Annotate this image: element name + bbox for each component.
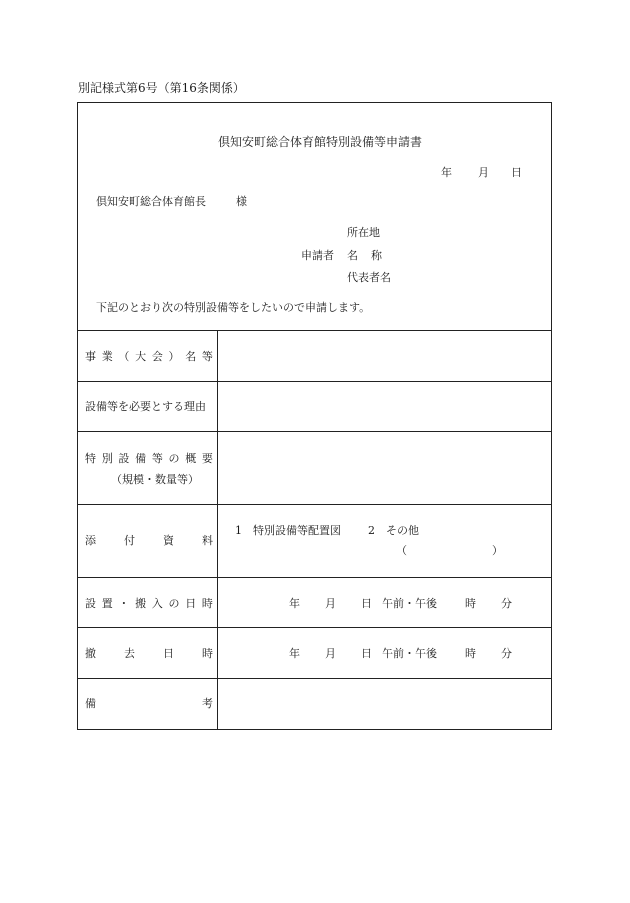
removal-datetime-label: 撤 去 日 時 xyxy=(85,647,213,660)
row-divider xyxy=(77,431,552,432)
date-day: 日 xyxy=(511,166,522,179)
form-number-label: 別記様式第6号（第16条関係） xyxy=(78,81,245,95)
remarks-label: 備 考 xyxy=(85,697,213,710)
applicant-representative-label: 代表者名 xyxy=(347,271,391,284)
removal-year: 年 xyxy=(289,647,300,660)
date-month: 月 xyxy=(478,166,489,179)
event-name-label: 事 業 （ 大 会 ） 名 等 xyxy=(85,350,213,363)
removal-day: 日 xyxy=(361,647,372,660)
applicant-address-label: 所在地 xyxy=(347,226,380,239)
removal-month: 月 xyxy=(325,647,336,660)
intro-statement: 下記のとおり次の特別設備等をしたいので申請します。 xyxy=(96,301,371,314)
applicant-label: 申請者 xyxy=(301,249,334,262)
attachment-other-paren-close: ） xyxy=(492,544,503,557)
facility-summary-note: （規模・数量等） xyxy=(111,473,199,486)
install-month: 月 xyxy=(325,597,336,610)
addressee-suffix: 様 xyxy=(236,195,247,208)
install-day: 日 xyxy=(361,597,372,610)
row-divider xyxy=(77,577,552,578)
column-divider xyxy=(217,330,218,729)
applicant-name-label-b: 称 xyxy=(371,249,382,262)
install-minute: 分 xyxy=(501,597,512,610)
row-divider xyxy=(77,627,552,628)
install-year: 年 xyxy=(289,597,300,610)
attachments-label: 添 付 資 料 xyxy=(85,534,213,547)
install-hour: 時 xyxy=(465,597,476,610)
removal-ampm: 午前・午後 xyxy=(382,647,437,660)
removal-hour: 時 xyxy=(465,647,476,660)
applicant-name-label-a: 名 xyxy=(347,249,358,262)
attachment-other-paren-open: （ xyxy=(396,544,407,557)
form-title: 倶知安町総合体育館特別設備等申請書 xyxy=(218,135,423,149)
reason-label: 設備等を必要とする理由 xyxy=(85,400,206,413)
install-ampm: 午前・午後 xyxy=(382,597,437,610)
facility-summary-label: 特 別 設 備 等 の 概 要 xyxy=(85,452,213,465)
date-year: 年 xyxy=(441,166,452,179)
row-divider xyxy=(77,330,552,331)
installation-datetime-label: 設 置 ・ 搬 入 の 日 時 xyxy=(85,597,213,610)
row-divider xyxy=(77,381,552,382)
attachment-item-1: 1 特別設備等配置図 xyxy=(235,524,341,537)
removal-minute: 分 xyxy=(501,647,512,660)
row-divider xyxy=(77,504,552,505)
addressee-name: 倶知安町総合体育館長 xyxy=(96,195,206,208)
attachment-item-2: 2 その他 xyxy=(368,524,419,537)
row-divider xyxy=(77,678,552,679)
